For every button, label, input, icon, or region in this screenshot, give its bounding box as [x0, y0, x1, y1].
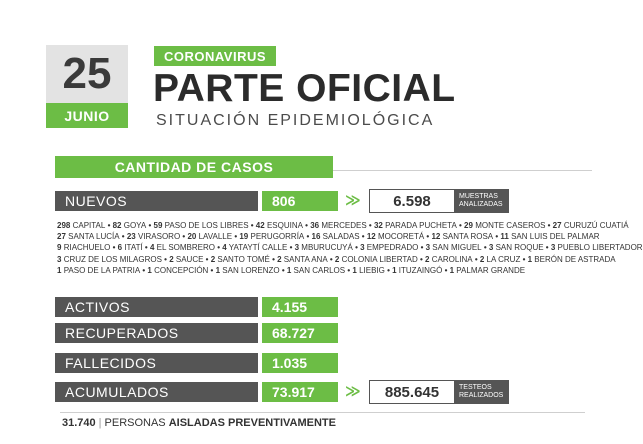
locality-count: 1: [527, 254, 533, 264]
localities-row: [57, 242, 643, 253]
locality-separator: •: [304, 232, 312, 242]
testeos-label-line1: TESTEOS: [459, 384, 492, 391]
locality-item: [464, 221, 545, 230]
locality-separator: •: [352, 243, 361, 253]
locality-count: 2: [210, 254, 216, 264]
locality-item: [57, 221, 105, 230]
locality-count: 2: [425, 254, 430, 264]
locality-name: CRUZ DE LOS MILAGROS: [63, 254, 162, 264]
locality-separator: •: [456, 221, 465, 230]
locality-separator: •: [327, 254, 335, 264]
locality-name: MBURUCUYÁ: [301, 243, 353, 253]
locality-name: SANTA ANA: [283, 254, 328, 264]
localities-row: [57, 231, 600, 242]
locality-item: [127, 232, 180, 241]
locality-item: [310, 221, 366, 230]
muestras-label: [454, 190, 508, 212]
locality-name: LAVALLE: [198, 232, 233, 242]
locality-count: 27: [552, 221, 562, 230]
activos-label: ACTIVOS: [55, 297, 258, 317]
testeos-label: [454, 381, 508, 403]
locality-name: VIRASORO: [137, 232, 181, 242]
locality-item: [295, 243, 353, 252]
locality-separator: •: [203, 254, 211, 264]
testeos-value: 885.645: [384, 383, 440, 401]
localities-row: [57, 254, 616, 265]
locality-item: [425, 255, 473, 264]
locality-item: [360, 243, 418, 252]
locality-count: 1: [449, 265, 455, 275]
locality-count: 12: [366, 232, 376, 242]
fallecidos-value: 1.035: [262, 353, 338, 373]
locality-item: [335, 255, 418, 264]
localities-row: [57, 265, 577, 276]
locality-item: [277, 255, 328, 264]
section-title: CANTIDAD DE CASOS: [55, 156, 333, 178]
locality-separator: •: [269, 254, 278, 264]
locality-separator: •: [105, 221, 113, 230]
locality-name: BERÓN DE ASTRADA: [534, 254, 616, 264]
acumulados-value: 73.917: [262, 382, 338, 402]
locality-name: MOCORETÁ: [377, 232, 425, 242]
locality-name: PUEBLO LIBERTADOR: [557, 243, 643, 253]
locality-name: CURUZÚ CUATIÁ: [563, 221, 629, 230]
locality-item: [113, 221, 147, 230]
locality-item: [150, 243, 215, 252]
locality-item: [57, 255, 162, 264]
locality-separator: •: [110, 243, 118, 253]
locality-count: 82: [112, 221, 122, 230]
testeos-label-line2: REALIZADOS: [459, 392, 504, 399]
locality-count: 23: [126, 232, 136, 242]
locality-item: [551, 243, 643, 252]
double-arrow-icon: ≫: [345, 192, 361, 209]
locality-name: SAN CARLOS: [293, 265, 346, 275]
locality-count: 4: [222, 243, 227, 253]
locality-count: 3: [294, 243, 300, 253]
locality-name: EMPEDRADO: [366, 243, 419, 253]
aislados-label: AISLADAS PREVENTIVAMENTE: [168, 417, 336, 429]
locality-count: 32: [373, 221, 383, 230]
locality-count: 1: [392, 265, 397, 275]
locality-item: [392, 266, 442, 275]
double-arrow-icon: ≫: [345, 383, 361, 400]
locality-separator: •: [119, 232, 127, 242]
locality-name: MONTE CASEROS: [475, 221, 546, 230]
locality-separator: •: [543, 243, 551, 253]
locality-count: 3: [57, 254, 62, 264]
locality-item: [489, 243, 544, 252]
locality-item: [352, 266, 384, 275]
locality-item: [450, 266, 525, 275]
locality-name: CAROLINA: [431, 254, 473, 264]
locality-name: PASO DE LA PATRIA: [63, 265, 141, 275]
locality-count: 2: [169, 254, 174, 264]
locality-name: RIACHUELO: [63, 243, 111, 253]
locality-name: SANTA ROSA: [442, 232, 494, 242]
locality-name: CAPITAL: [72, 221, 106, 230]
locality-item: [480, 255, 520, 264]
page-title: PARTE OFICIAL: [153, 67, 456, 110]
locality-count: 2: [277, 254, 282, 264]
locality-item: [169, 255, 203, 264]
locality-name: ITUZAINGÓ: [398, 265, 443, 275]
locality-name: SAN ROQUE: [495, 243, 544, 253]
locality-item: [154, 221, 249, 230]
locality-item: [553, 221, 629, 230]
locality-name: SAUCE: [175, 254, 204, 264]
locality-count: 2: [479, 254, 485, 264]
locality-name: PERUGORRÍA: [250, 232, 305, 242]
locality-count: 20: [187, 232, 197, 242]
locality-count: 1: [352, 265, 357, 275]
testeos-box: [369, 380, 509, 404]
locality-name: PALMAR GRANDE: [456, 265, 526, 275]
locality-count: 59: [153, 221, 163, 230]
locality-item: [239, 232, 304, 241]
locality-count: 3: [425, 243, 431, 253]
locality-item: [500, 232, 599, 241]
muestras-label-line1: MUESTRAS: [459, 193, 498, 200]
date-month: JUNIO: [46, 103, 128, 128]
page-subtitle: SITUACIÓN EPIDEMIOLÓGICA: [156, 112, 435, 129]
locality-name: GOYA: [123, 221, 147, 230]
nuevos-value: 806: [262, 191, 338, 211]
muestras-box: [369, 189, 509, 213]
locality-separator: •: [208, 265, 216, 275]
locality-name: SAN LORENZO: [222, 265, 280, 275]
locality-item: [57, 232, 120, 241]
locality-count: 1: [215, 265, 221, 275]
locality-separator: •: [248, 221, 256, 230]
locality-count: 1: [147, 265, 152, 275]
locality-separator: •: [279, 265, 287, 275]
locality-separator: •: [493, 232, 501, 242]
locality-separator: •: [359, 232, 367, 242]
locality-name: SAN MIGUEL: [432, 243, 482, 253]
locality-count: 2: [334, 254, 340, 264]
nuevos-label: NUEVOS: [55, 191, 258, 211]
locality-separator: •: [345, 265, 353, 275]
locality-item: [431, 232, 493, 241]
locality-count: 9: [57, 243, 62, 253]
locality-count: 16: [311, 232, 321, 242]
locality-count: 298: [57, 221, 71, 230]
locality-name: COLONIA LIBERTAD: [341, 254, 418, 264]
locality-count: 1: [286, 265, 292, 275]
locality-separator: •: [418, 243, 426, 253]
locality-item: [147, 266, 208, 275]
recuperados-label: RECUPERADOS: [55, 323, 258, 343]
locality-separator: •: [366, 221, 374, 230]
locality-name: LA CRUZ: [486, 254, 521, 264]
locality-count: 36: [310, 221, 320, 230]
locality-name: LIEBIG: [359, 265, 385, 275]
locality-count: 6: [117, 243, 123, 253]
locality-count: 3: [488, 243, 494, 253]
locality-separator: •: [472, 254, 480, 264]
locality-name: SAN LUIS DEL PALMAR: [511, 232, 600, 242]
locality-separator: •: [232, 232, 240, 242]
fallecidos-label: FALLECIDOS: [55, 353, 258, 373]
locality-name: PARADA PUCHETA: [385, 221, 457, 230]
locality-item: [216, 266, 280, 275]
locality-separator: •: [146, 221, 154, 230]
locality-name: SALADAS: [322, 232, 360, 242]
locality-item: [222, 243, 287, 252]
recuperados-value: 68.727: [262, 323, 338, 343]
locality-count: 3: [360, 243, 365, 253]
locality-separator: •: [140, 265, 148, 275]
locality-count: 4: [149, 243, 155, 253]
locality-count: 29: [464, 221, 473, 230]
date-day: 25: [62, 49, 112, 98]
locality-separator: •: [481, 243, 489, 253]
locality-item: [211, 255, 270, 264]
locality-separator: •: [287, 243, 295, 253]
locality-name: YATAYTÍ CALLE: [228, 243, 288, 253]
aislados-prefix: PERSONAS: [104, 417, 166, 429]
locality-name: ESQUINA: [266, 221, 303, 230]
locality-separator: •: [142, 243, 150, 253]
localities-list: [57, 220, 643, 276]
locality-count: 27: [57, 232, 66, 242]
locality-item: [118, 243, 143, 252]
locality-count: 19: [239, 232, 249, 242]
locality-item: [528, 255, 616, 264]
bottom-divider: [60, 412, 585, 413]
locality-separator: •: [161, 254, 170, 264]
muestras-value: 6.598: [393, 192, 431, 210]
locality-separator: •: [180, 232, 188, 242]
acumulados-label: ACUMULADOS: [55, 382, 258, 402]
locality-separator: •: [384, 265, 393, 275]
locality-item: [57, 243, 110, 252]
locality-name: EL SOMBRERO: [156, 243, 216, 253]
aislados-separator: |: [98, 417, 102, 429]
locality-item: [57, 266, 140, 275]
locality-item: [367, 232, 424, 241]
aislados-line: [62, 417, 336, 429]
muestras-label-line2: ANALIZADAS: [459, 201, 503, 208]
locality-separator: •: [520, 254, 528, 264]
coronavirus-badge: CORONAVIRUS: [154, 46, 276, 66]
locality-item: [312, 232, 360, 241]
locality-separator: •: [215, 243, 223, 253]
locality-separator: •: [442, 265, 450, 275]
locality-item: [374, 221, 457, 230]
locality-count: 3: [550, 243, 556, 253]
locality-name: SANTO TOMÉ: [217, 254, 270, 264]
locality-count: 1: [57, 265, 62, 275]
localities-row: [57, 220, 629, 231]
locality-name: ITATÍ: [124, 243, 143, 253]
locality-separator: •: [424, 232, 432, 242]
locality-name: MERCEDES: [321, 221, 367, 230]
locality-item: [287, 266, 345, 275]
locality-count: 42: [255, 221, 265, 230]
locality-separator: •: [302, 221, 311, 230]
locality-item: [187, 232, 232, 241]
activos-value: 4.155: [262, 297, 338, 317]
locality-name: SANTA LUCÍA: [68, 232, 120, 242]
locality-separator: •: [417, 254, 426, 264]
locality-name: CONCEPCIÓN: [154, 265, 209, 275]
locality-count: 11: [500, 232, 509, 242]
locality-count: 12: [431, 232, 441, 242]
locality-item: [256, 221, 303, 230]
locality-separator: •: [545, 221, 553, 230]
aislados-value: 31.740: [62, 417, 96, 429]
locality-item: [426, 243, 482, 252]
locality-name: PASO DE LOS LIBRES: [164, 221, 249, 230]
